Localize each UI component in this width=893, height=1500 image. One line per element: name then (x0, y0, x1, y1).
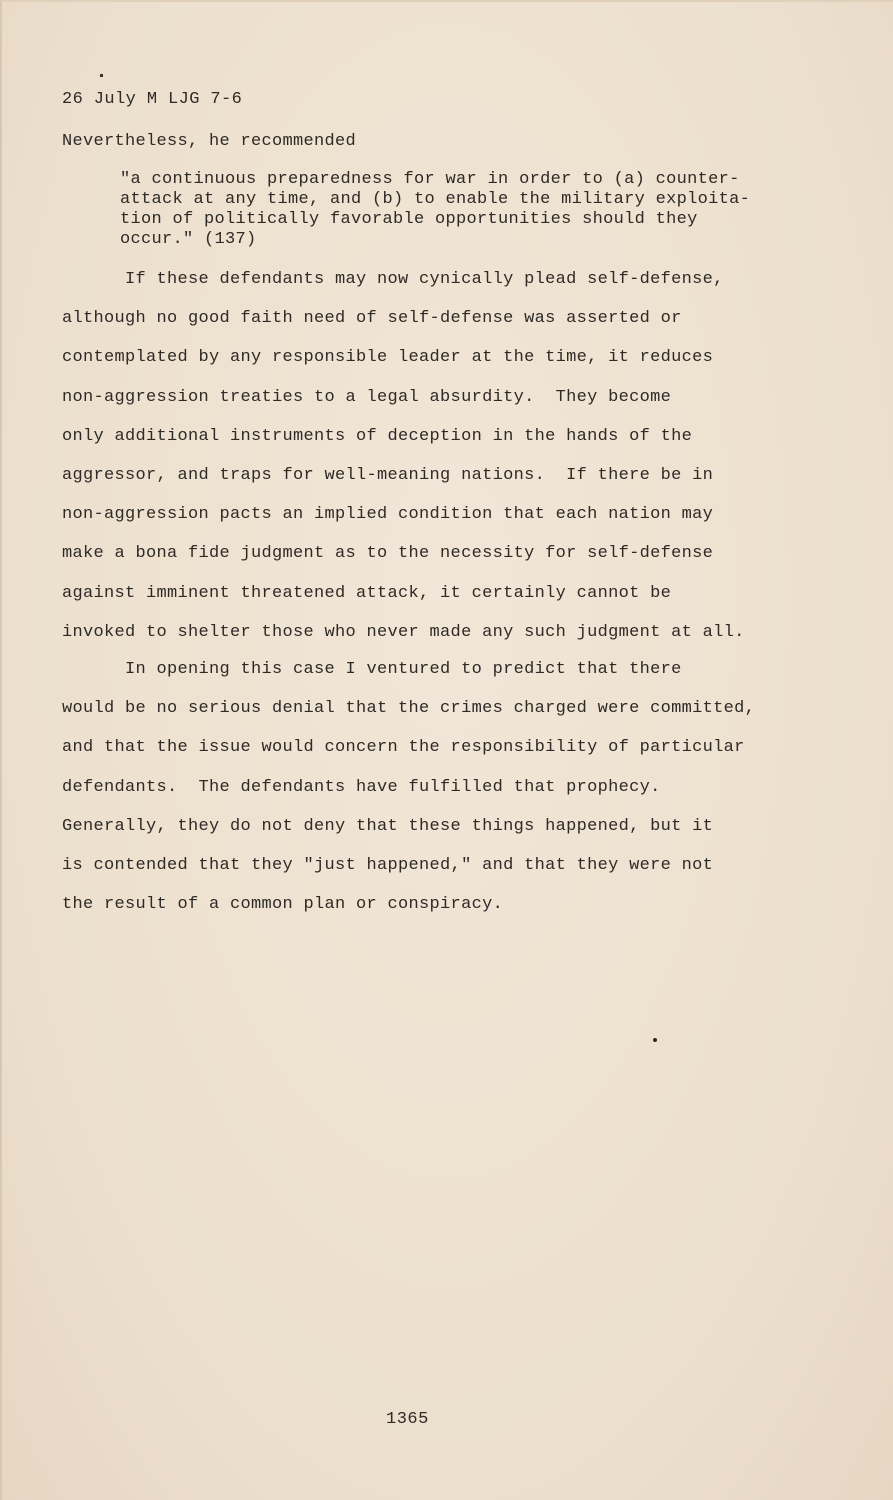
text-line: aggressor, and traps for well-meaning nations. If there be in (62, 465, 714, 485)
text-line: only additional instruments of deception in the hands of the (62, 426, 693, 446)
text-line: the result of a common plan or conspiracy. (62, 895, 504, 915)
ink-mark (100, 74, 103, 77)
text-line: defendants. The defendants have fulfilled that prophecy. (62, 777, 661, 797)
document-header: 26 July M LJG 7-6 (62, 90, 243, 109)
paragraph-self-defense (62, 260, 852, 652)
text-line: would be no serious denial that the crimes charged were committed, (62, 699, 756, 719)
block-quote (120, 170, 820, 250)
text-line: non-aggression pacts an implied condition that each nation may (62, 505, 714, 525)
ink-speck (653, 1038, 657, 1042)
text-line: Generally, they do not deny that these things happened, but it (62, 816, 714, 836)
text-line: In opening this case I ventured to predict that there (62, 660, 682, 679)
page-number: 1365 (386, 1410, 429, 1429)
text-line: invoked to shelter those who never made any such judgment at all. (62, 622, 745, 642)
text-line: make a bona fide judgment as to the necessity for self-defense (62, 544, 714, 564)
text-line: If these defendants may now cynically plead self-defense, (62, 270, 724, 289)
quote-line: attack at any time, and (b) to enable the military exploita- (120, 190, 751, 209)
text-line: against imminent threatened attack, it certainly cannot be (62, 583, 672, 603)
quote-line: "a continuous preparedness for war in order to (a) counter- (120, 170, 740, 189)
paragraph-prophecy (62, 650, 852, 924)
text-line: although no good faith need of self-defense was asserted or (62, 309, 682, 329)
text-line: non-aggression treaties to a legal absurdity. They become (62, 387, 672, 407)
text-line: and that the issue would concern the responsibility of particular (62, 738, 745, 758)
text-line: is contended that they "just happened," and that they were not (62, 855, 714, 875)
text-line: contemplated by any responsible leader at the time, it reduces (62, 348, 714, 368)
lead-sentence: Nevertheless, he recommended (62, 132, 357, 151)
quote-line: occur." (137) (120, 230, 257, 249)
quote-line: tion of politically favorable opportunities should they (120, 210, 698, 229)
